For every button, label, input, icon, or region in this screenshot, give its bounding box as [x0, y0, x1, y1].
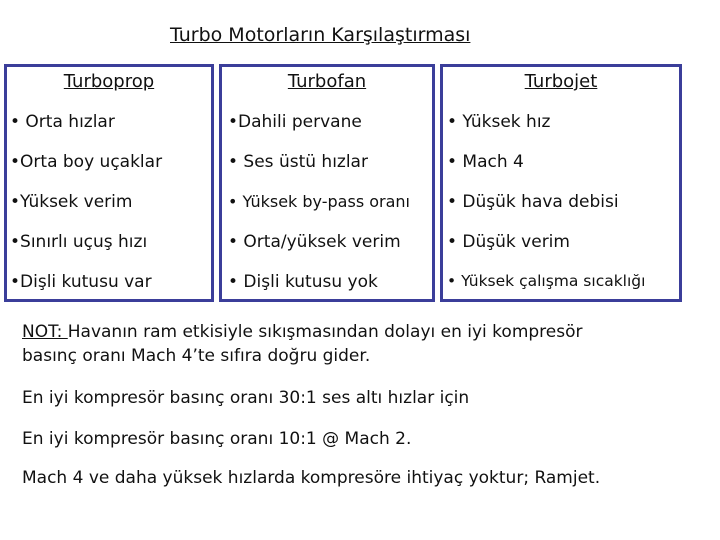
turbojet-item: • Düşük verim [447, 232, 570, 252]
turbojet-item: • Yüksek hız [447, 112, 551, 132]
turbojet-item: • Mach 4 [447, 152, 524, 172]
turbofan-box [219, 64, 435, 302]
note-label: NOT: [22, 322, 68, 342]
turboprop-header: Turboprop [63, 71, 155, 92]
turbofan-item: • Dişli kutusu yok [228, 272, 378, 292]
note-text-line2: basınç oranı Mach 4’te sıfıra doğru gider. [22, 346, 371, 366]
turboprop-box [4, 64, 214, 302]
turbofan-item: • Orta/yüksek verim [228, 232, 401, 252]
turbofan-item: • Ses üstü hızlar [228, 152, 368, 172]
turbofan-header: Turbofan [287, 71, 367, 92]
note-paragraph [22, 320, 702, 368]
turboprop-item: •Yüksek verim [10, 192, 133, 212]
turbojet-box [440, 64, 682, 302]
note-line-30-1: En iyi kompresör basınç oranı 30:1 ses altı hızlar için [22, 388, 470, 408]
turbojet-header: Turbojet [524, 71, 598, 92]
turboprop-item: • Orta hızlar [10, 112, 115, 132]
turboprop-item: •Orta boy uçaklar [10, 152, 163, 172]
note-text-line1: Havanın ram etkisiyle sıkışmasından dolayı en iyi kompresör [67, 322, 583, 342]
turbofan-item: •Dahili pervane [228, 112, 362, 132]
turboprop-item: •Dişli kutusu var [10, 272, 152, 292]
turbojet-item: • Düşük hava debisi [447, 192, 619, 212]
note-line-10-1: En iyi kompresör basınç oranı 10:1 @ Mach 2. [22, 429, 412, 449]
turbojet-item: • Yüksek çalışma sıcaklığı [447, 272, 646, 290]
page-title: Turbo Motorların Karşılaştırması [170, 24, 471, 46]
turboprop-item: •Sınırlı uçuş hızı [10, 232, 148, 252]
turbofan-item: • Yüksek by-pass oranı [228, 192, 410, 211]
note-line-ramjet: Mach 4 ve daha yüksek hızlarda kompresöre ihtiyaç yoktur; Ramjet. [22, 468, 601, 488]
